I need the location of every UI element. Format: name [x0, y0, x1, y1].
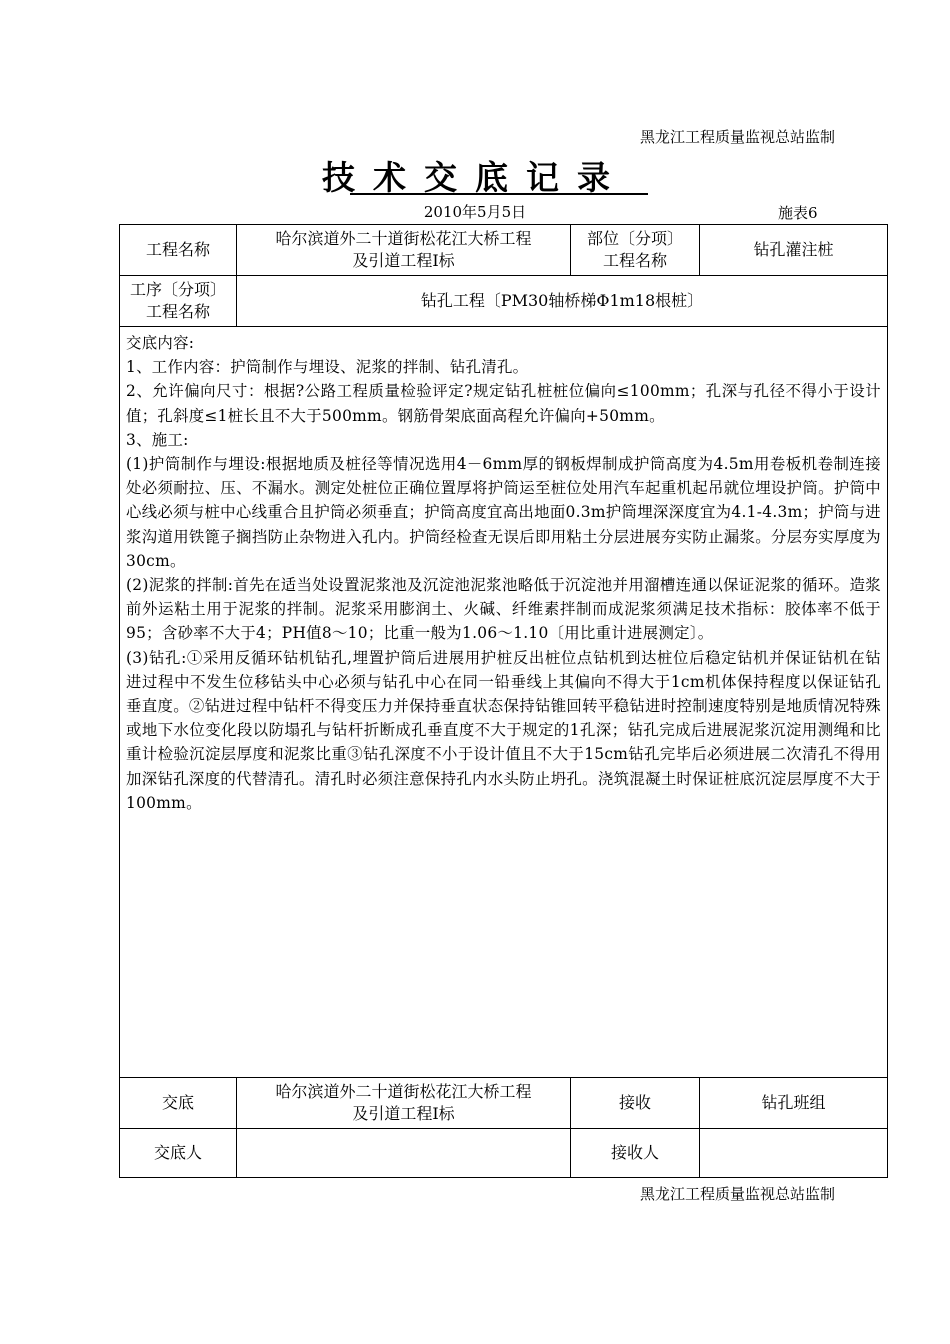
part-name: 钻孔灌注桩	[700, 225, 888, 276]
project-label: 工程名称	[120, 225, 237, 276]
process-label-line-1: 工序〔分项〕	[129, 280, 226, 299]
content-paragraph-5: (2)泥浆的拌制:首先在适当处设置泥浆池及沉淀池泥浆池略低于沉淀池并用溜槽连通以保证泥浆的循环。造浆前外运粘土用于泥浆的拌制。泥浆采用膨润土、火碱、纤维素拌制而成泥浆须满足技术指标：胶体率不低于95；含砂率不大于4；PH值8～10；比重一般为1.06～1.10〔用比重计进展测定〕。	[126, 576, 881, 643]
signature-row	[120, 1129, 888, 1178]
record-table	[119, 224, 888, 1178]
handover-person-field[interactable]	[237, 1129, 571, 1178]
receive-unit: 钻孔班组	[700, 1078, 888, 1129]
process-row	[120, 276, 888, 327]
handover-person-label: 交底人	[120, 1129, 237, 1178]
document-title: 技术交底记录	[322, 158, 628, 197]
receiver-label: 接收人	[571, 1129, 700, 1178]
handover-row	[120, 1078, 888, 1129]
project-name-line-2: 及引道工程Ⅰ标	[352, 251, 455, 270]
handover-content	[120, 327, 888, 1078]
process-label-line-2: 工程名称	[145, 302, 210, 321]
receiver-field[interactable]	[700, 1129, 888, 1178]
project-name	[237, 225, 571, 276]
supervisor-org-top: 黑龙江工程质量监视总站监制	[640, 128, 836, 146]
form-number: 施表6	[778, 204, 818, 222]
part-label-line-2: 工程名称	[602, 251, 667, 270]
receive-label: 接收	[571, 1078, 700, 1129]
content-paragraph-1: 1、工作内容：护筒制作与埋设、泥浆的拌制、钻孔清孔。	[126, 358, 529, 377]
title-underline	[350, 193, 648, 195]
project-row	[120, 225, 888, 276]
process-label	[120, 276, 237, 327]
content-heading: 交底内容:	[126, 334, 195, 352]
content-paragraph-6: (3)钻孔:①采用反循环钻机钻孔,埋置护筒后进展用护桩反出桩位点钻机到达桩位后稳定钻机并保证钻机在钻进过程中不发生位移钻头中心必须与钻孔中心在同一铅垂线上其偏向不得大于1cm机体保持程度以保证钻孔垂直度。②钻进过程中钻杆不得变压力并保持垂直状态保持钻锥回转平稳钻进时控制速度特别是地质情况特殊或地下水位变化段以防塌孔与钻杆折断成孔垂直度不大于规定的1孔深；钻孔完成后进展泥浆沉淀用测绳和比重计检验沉淀层厚度和泥浆比重③钻孔深度不小于设计值且不大于15cm钻孔完毕后必须进展二次清孔不得用加深钻孔深度的代替清孔。清孔时必须注意保持孔内水头防止坍孔。浇筑混凝土时保证桩底沉淀层厚度不大于100mm。	[126, 648, 881, 812]
content-paragraph-2: 2、允许偏向尺寸：根据?公路工程质量检验评定?规定钻孔桩桩位偏向≤100mm；孔深与孔径不得小于设计值；孔斜度≤1桩长且不大于500mm。钢筋骨架底面高程允许偏向+50mm。	[126, 382, 881, 425]
handover-unit	[237, 1078, 571, 1129]
content-paragraph-3: 3、施工:	[126, 430, 189, 449]
part-label	[571, 225, 700, 276]
content-row	[120, 327, 888, 1078]
project-name-line-1: 哈尔滨道外二十道街松花江大桥工程	[275, 229, 532, 248]
process-name: 钻孔工程〔PM30轴桥梯Φ1m18根桩〕	[237, 276, 888, 327]
handover-label: 交底	[120, 1078, 237, 1129]
handover-unit-line-1: 哈尔滨道外二十道街松花江大桥工程	[275, 1082, 532, 1101]
part-label-line-1: 部位〔分项〕	[586, 229, 683, 248]
supervisor-org-bottom: 黑龙江工程质量监视总站监制	[640, 1185, 836, 1203]
content-paragraph-4: (1)护筒制作与埋设:根据地质及桩径等情况选用4－6mm厚的钢板焊制成护筒高度为4.5m用卷板机卷制连接处必须耐拉、压、不漏水。测定处桩位正确位置厚将护筒运至桩位处用汽车起重机起吊就位埋设护筒。护筒中心线必须与桩中心线重合且护筒必须垂直；护筒高度宜高出地面0.3m护筒埋深深度宜为4.1-4.3m；护筒与进浆沟道用铁篦子搁挡防止杂物进入孔内。护筒经检查无误后即用粘土分层进展夯实防止漏浆。分层夯实厚度为30cm。	[126, 455, 881, 570]
handover-unit-line-2: 及引道工程Ⅰ标	[352, 1104, 455, 1123]
document-date: 2010年5月5日	[423, 203, 527, 221]
